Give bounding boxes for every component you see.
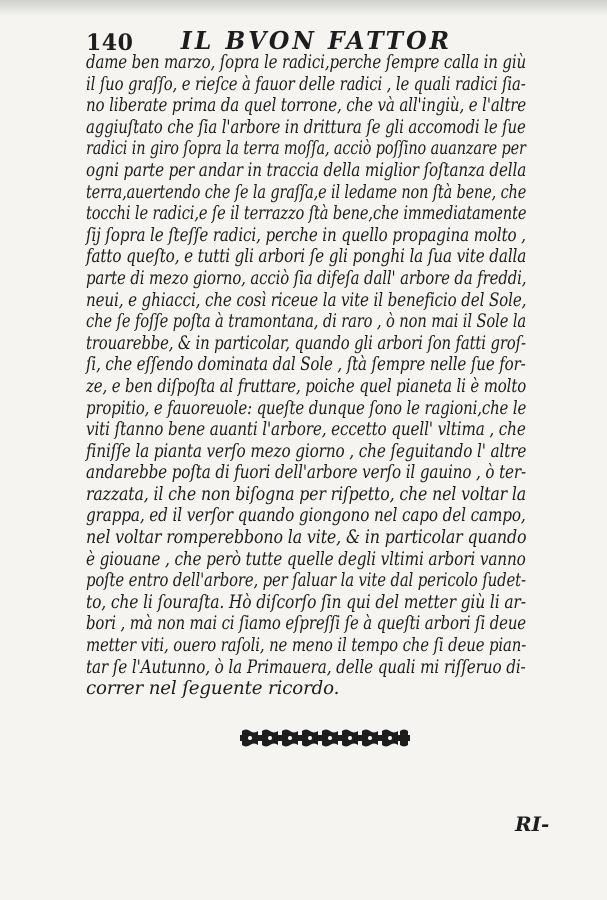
text-line: parte di mezo giorno, acciò ſia difeſa dall' arbore da freddi, (86, 267, 527, 289)
text-line: il ſuo graſſo, e rieſce à fauor delle radici , le quali radici ſia- (86, 73, 526, 95)
catchword: RI- (515, 812, 550, 836)
text-line: propitio, e fauoreuole: queſte dunque ſono le ragioni,che le (86, 397, 527, 419)
text-line: dame ben marzo, ſopra le radici,perche ſempre calla in giù (86, 52, 527, 73)
text-line: metter viti, ouero raſoli, ne meno il tempo che ſi deue pian- (86, 635, 527, 657)
text-line: viti ſtanno bene auanti l'arbore, eccetto quell' vltima , che (86, 419, 526, 441)
text-line: ſij ſopra le ſteſſe radici, perche in quello propagina molto , (86, 224, 526, 246)
text-line: ſi, che eſſendo dominata dal Sole , ſtà ſempre nelle ſue for- (86, 354, 526, 376)
text-line: che ſe foſſe poſta à tramontana, di raro , ò non mai il Sole la (86, 311, 527, 333)
text-line: to, che li ſouraſta. Hò diſcorſo ſin qui del metter giù li ar- (86, 591, 526, 613)
text-line: finiſſe la pianta verſo mezo giorno , che ſeguitando l' altre (86, 440, 527, 462)
text-line: tocchi le radici,e ſe il terrazzo ſtà bene,che immediatamente (86, 203, 527, 225)
text-line: ogni parte per andar in traccia della miglior ſoſtanza della (86, 159, 527, 181)
page-number: 140 (86, 30, 134, 56)
text-line: fatto queſto, e tutti gli arbori ſe gli ponghi la ſua vite dalla (86, 246, 527, 268)
text-line: aggiuſtato che ſia l'arbore in drittura ſe gli accomodi le ſue (86, 116, 526, 138)
text-line: nel voltar romperebbono la vite, & in particolar quando (86, 527, 527, 549)
text-line: correr nel ſeguente ricordo. (86, 678, 340, 700)
printers-ornament (240, 728, 410, 748)
page-top-edge (0, 0, 607, 16)
text-line: andarebbe poſta di fuori dell'arbore verſo il gauino , ò ter- (86, 462, 527, 484)
body-text (86, 52, 526, 700)
text-line: terra,auertendo che ſe la graſſa,e il ledame non ſtà bene, che (86, 181, 527, 203)
text-line: bori , mà non mai ci ſiamo eſpreſſi ſe à queſti arbori ſi deue (86, 613, 526, 635)
text-line: trouarebbe, & in particolar, quando gli arbori ſon fatti groſ- (86, 332, 526, 354)
text-line: neui, e ghiacci, che così riceue la vite il beneficio del Sole, (86, 289, 527, 311)
text-line: grappa, ed il verſor quando giongono nel capo del campo, (86, 505, 526, 527)
text-line: è giouane , che però tutte quelle degli vltimi arbori vanno (86, 548, 526, 570)
text-line: radici in giro ſopra la terra moſſa, acciò poſſino auanzare per (86, 138, 526, 160)
running-title: IL BVON FATTOR (180, 26, 453, 55)
text-line: tar ſe l'Autunno, ò la Primauera, delle quali mi riſſeruo di- (86, 656, 526, 678)
text-line: ze, e ben diſpoſta al fruttare, poiche quel pianeta li è molto (86, 375, 527, 397)
text-line: no liberate prima da quel torrone, che và all'ingiù, e l'altre (86, 95, 527, 117)
text-line: razzata, il che non biſogna per riſpetto, che nel voltar la (86, 483, 527, 505)
text-line: poſte entro dell'arbore, per ſaluar la vite dal pericolo ſudet- (86, 570, 526, 592)
